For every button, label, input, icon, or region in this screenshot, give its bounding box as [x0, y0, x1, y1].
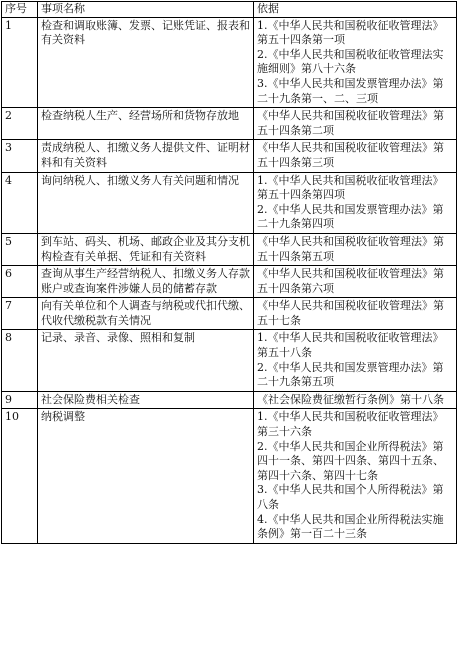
row-seq: 2 [2, 108, 38, 140]
row-seq: 10 [2, 409, 38, 543]
basis-line: 2.《中华人民共和国发票管理办法》第二十九条第五项 [257, 360, 444, 389]
header-item-name: 事项名称 [38, 2, 254, 18]
row-basis [254, 140, 457, 172]
header-seq: 序号 [2, 2, 38, 18]
row-item-name: 记录、录音、录像、照相和复制 [38, 330, 254, 391]
basis-line: 《中华人民共和国税收征收管理法》第五十七条 [257, 299, 444, 327]
header-basis: 依据 [254, 2, 457, 18]
row-seq: 9 [2, 391, 38, 409]
row-item-name: 社会保险费相关检查 [38, 391, 254, 409]
table-header [2, 2, 457, 18]
table-row [2, 17, 457, 108]
header-row [2, 2, 457, 18]
basis-line: 《中华人民共和国税收征收管理法》第五十四条第三项 [257, 141, 444, 169]
table-row [2, 140, 457, 172]
row-basis [254, 266, 457, 298]
row-seq: 6 [2, 266, 38, 298]
basis-line: 1.《中华人民共和国税收征收管理法》第五十四条第一项 [257, 18, 444, 47]
basis-line: 1.《中华人民共和国税收征收管理法》第五十四条第四项 [257, 173, 444, 202]
basis-line: 3.《中华人民共和国个人所得税法》第八条 [257, 483, 444, 511]
row-item-name: 责成纳税人、扣缴义务人提供文件、证明材料和有关资料 [38, 140, 254, 172]
table-row [2, 298, 457, 330]
basis-line: 《中华人民共和国税收征收管理法》第五十四条第五项 [257, 234, 444, 263]
basis-line: 《社会保险费征缴暂行条例》第十八条 [257, 392, 444, 406]
row-item-name: 向有关单位和个人调查与纳税或代扣代缴、代收代缴税款有关情况 [38, 298, 254, 330]
row-seq: 3 [2, 140, 38, 172]
row-seq: 5 [2, 233, 38, 265]
table-row [2, 108, 457, 140]
row-seq: 1 [2, 17, 38, 108]
basis-line: 4.《中华人民共和国企业所得税法实施条例》第一百二十三条 [257, 512, 444, 541]
row-basis [254, 391, 457, 409]
table-body [2, 17, 457, 543]
basis-line: 2.《中华人民共和国发票管理办法》第二十九条第四项 [257, 202, 444, 231]
table-row [2, 409, 457, 543]
row-seq: 4 [2, 172, 38, 233]
row-basis [254, 172, 457, 233]
basis-line: 3.《中华人民共和国发票管理办法》第二十九条第一、二、三项 [257, 76, 444, 105]
row-item-name: 到车站、码头、机场、邮政企业及其分支机构检查有关单据、凭证和有关资料 [38, 233, 254, 265]
row-basis [254, 409, 457, 543]
row-item-name: 查询从事生产经营纳税人、扣缴义务人存款账户或查询案件涉嫌人员的储蓄存款 [38, 266, 254, 298]
table-row [2, 391, 457, 409]
basis-line: 《中华人民共和国税收征收管理法》第五十四条第六项 [257, 267, 444, 295]
tax-inspection-table [1, 1, 457, 544]
row-basis [254, 298, 457, 330]
row-basis [254, 17, 457, 108]
table-row [2, 172, 457, 233]
basis-line: 2.《中华人民共和国企业所得税法》第四十一条、第四十四条、第四十五条、第四十六条、第四十七条 [257, 439, 444, 482]
row-item-name: 检查和调取账簿、发票、记账凭证、报表和有关资料 [38, 17, 254, 108]
basis-line: 1.《中华人民共和国税收征收管理法》第五十八条 [257, 331, 444, 360]
row-basis [254, 233, 457, 265]
table-row [2, 266, 457, 298]
basis-line: 《中华人民共和国税收征收管理法》第五十四条第二项 [257, 109, 444, 137]
row-item-name: 检查纳税人生产、经营场所和货物存放地 [38, 108, 254, 140]
row-basis [254, 330, 457, 391]
basis-line: 1.《中华人民共和国税收征收管理法》第三十六条 [257, 410, 444, 439]
row-item-name: 纳税调整 [38, 409, 254, 543]
row-item-name: 询问纳税人、扣缴义务人有关问题和情况 [38, 172, 254, 233]
table-row [2, 233, 457, 265]
basis-line: 2.《中华人民共和国税收征收管理法实施细则》第八十六条 [257, 47, 444, 76]
row-seq: 8 [2, 330, 38, 391]
row-basis [254, 108, 457, 140]
table-row [2, 330, 457, 391]
row-seq: 7 [2, 298, 38, 330]
